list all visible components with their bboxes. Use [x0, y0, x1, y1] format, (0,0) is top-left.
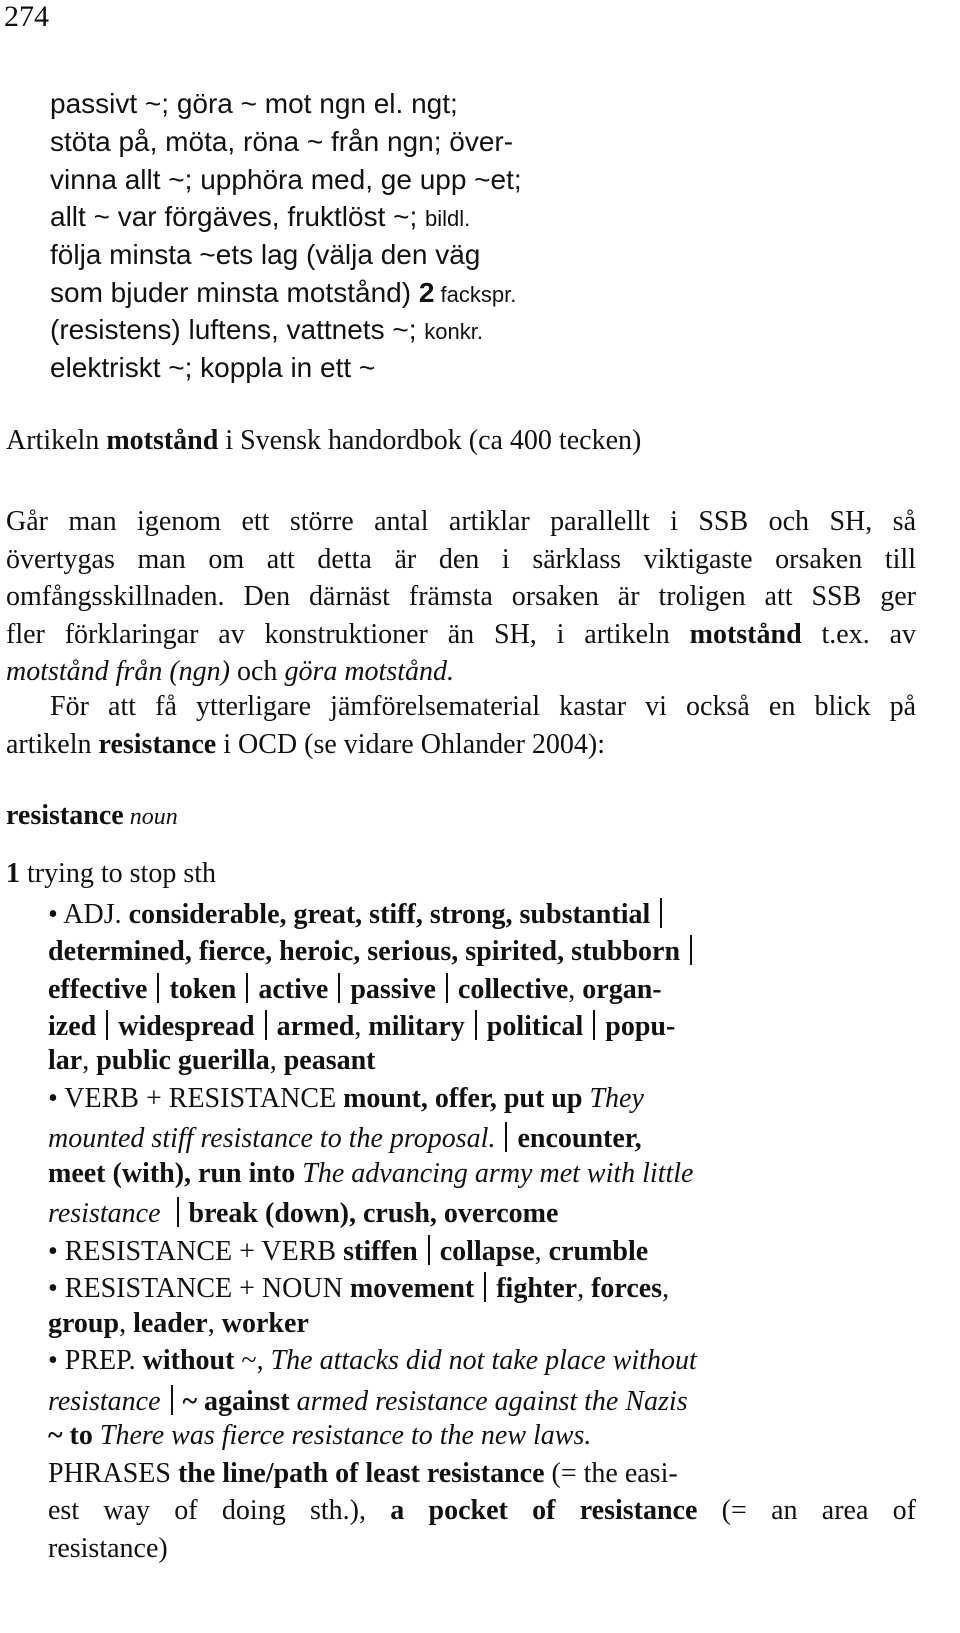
sh-line: stöta på, möta, röna ~ från ngn; över-: [50, 126, 514, 157]
ocd-verb-line: resistance break (down), crush, overcome: [48, 1198, 559, 1229]
ocd-verb-line: • VERB + RESISTANCE mount, offer, put up They: [48, 1083, 644, 1114]
ocd-adj-line: effective token active passive collective, organ-: [48, 974, 662, 1005]
paragraph-line: omfångsskillnaden. Den därnäst främsta orsaken är troligen att SSB ger: [6, 581, 916, 612]
ocd-phrases-line: est way of doing sth.), a pocket of resistance (= an area of: [48, 1495, 916, 1526]
paragraph-line: fler förklaringar av konstruktioner än SH, i artikeln motstånd t.ex. av: [6, 618, 916, 650]
ocd-phrases-line: PHRASES the line/path of least resistance (= the easi-: [48, 1458, 678, 1489]
paragraph-line: artikeln resistance i OCD (se vidare Ohlander 2004):: [6, 728, 606, 760]
ocd-prep-line: ~ to There was fierce resistance to the new laws.: [48, 1420, 592, 1451]
ocd-resistance-noun-line: group, leader, worker: [48, 1308, 309, 1339]
ocd-prep-line: • PREP. without ~, The attacks did not take place without: [48, 1345, 697, 1376]
paragraph-line: Går man igenom ett större antal artiklar parallellt i SSB och SH, så: [6, 506, 916, 537]
paragraph-line: För att få ytterligare jämförelsematerial kastar vi också en blick på: [50, 691, 916, 722]
ocd-headword: resistance noun: [6, 800, 178, 831]
sh-line: (resistens) luftens, vattnets ~; konkr.: [50, 314, 483, 345]
paragraph: [6, 688, 916, 763]
sh-line: följa minsta ~ets lag (välja den väg: [50, 239, 481, 270]
paragraph-line: motstånd från (ngn) och göra motstånd.: [6, 656, 455, 687]
ocd-sense: 1 trying to stop sth: [6, 858, 217, 889]
ocd-phrases-line: resistance): [48, 1533, 168, 1564]
ocd-verb-line: meet (with), run into The advancing army met with little: [48, 1158, 694, 1189]
ocd-adj-line: lar, public guerilla, peasant: [48, 1045, 376, 1076]
sh-line: elektriskt ~; koppla in ett ~: [50, 352, 376, 383]
sh-line: allt ~ var förgäves, fruktlöst ~; bildl.: [50, 201, 471, 232]
figure-caption: Artikeln motstånd i Svensk handordbok (ca 400 tecken): [6, 425, 642, 456]
paragraph: [6, 503, 916, 691]
ocd-prep-line: resistance ~ against armed resistance against the Nazis: [48, 1386, 688, 1417]
paragraph-line: övertygas man om att detta är den i särklass viktigaste orsaken till: [6, 543, 916, 575]
ocd-verb-line: mounted stiff resistance to the proposal. encounter,: [48, 1123, 642, 1154]
ocd-adj-line: • ADJ. considerable, great, stiff, strong, substantial: [48, 898, 672, 929]
ocd-resistance-noun-line: • RESISTANCE + NOUN movement fighter, forces,: [48, 1273, 670, 1304]
sh-line: som bjuder minsta motstånd) 2 fackspr.: [50, 277, 517, 308]
ocd-resistance-verb-line: • RESISTANCE + VERB stiffen collapse, crumble: [48, 1236, 649, 1267]
ocd-adj-line: determined, fierce, heroic, serious, spirited, stubborn: [48, 935, 702, 966]
sh-line: vinna allt ~; upphöra med, ge upp ~et;: [50, 164, 522, 195]
page-number: 274: [4, 0, 49, 33]
sh-line: passivt ~; göra ~ mot ngn el. ngt;: [50, 88, 458, 119]
ocd-adj-line: ized widespread armed, military political popu-: [48, 1011, 676, 1042]
